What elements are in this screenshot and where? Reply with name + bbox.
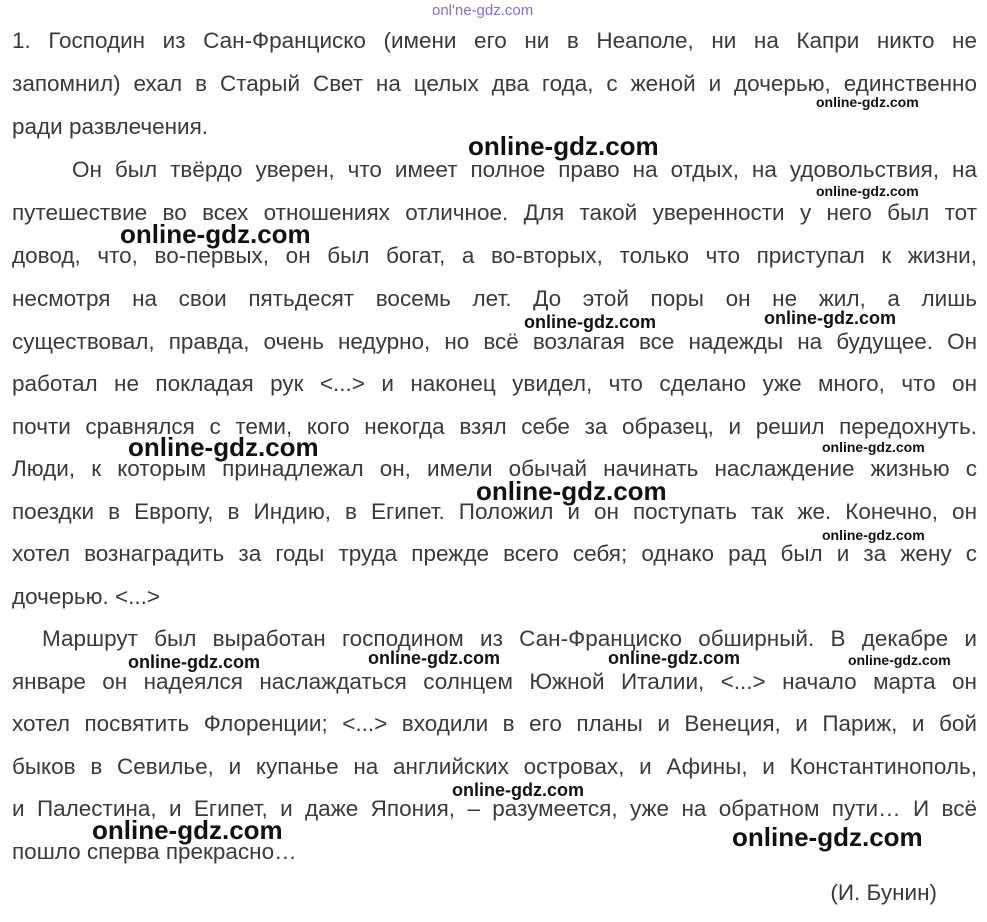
text-line-13: хотел вознаградить за годы труда прежде всего себя; однако рад был и за жену с (12, 541, 977, 566)
text-line-6: довод, что, во-первых, он был богат, а во-вторых, только что приступал к жизни, (12, 243, 977, 268)
text-line-3: ради развлечения. (12, 114, 209, 139)
watermark: online-gdz.com (128, 432, 319, 462)
text-line-18: быков в Севилье, и купанье на английских островах, и Афины, и Константинополь, (12, 754, 977, 779)
watermark: online-gdz.com (368, 648, 500, 668)
text-line-11: Люди, к которым принадлежал он, имели обычай начинать наслаждение жизнью с (12, 456, 977, 481)
watermark: online-gdz.com (822, 527, 925, 543)
watermark: online-gdz.com (822, 439, 925, 455)
text-line-12: поездки в Европу, в Индию, в Египет. Положил и он поступать так же. Конечно, он (12, 499, 977, 524)
text-line-5: путешествие во всех отношениях отличное. Для такой уверенности у него был тот (12, 200, 977, 225)
watermark: online-gdz.com (120, 219, 311, 249)
text-line-15: Маршрут был выработан господином из Сан-Франциско обширный. В декабре и (42, 626, 977, 651)
text-line-16: январе он надеялся наслаждаться солнцем Южной Италии, <...> начало марта он (12, 669, 977, 694)
text-line-19: и Палестина, и Египет, и даже Япония, – разумеется, уже на обратном пути… И всё (12, 796, 977, 821)
watermark: online-gdz.com (128, 652, 260, 672)
watermark: online-gdz.com (476, 476, 667, 506)
watermark: online-gdz.com (452, 780, 584, 800)
watermark-top: onl'ne-gdz.com (432, 2, 534, 19)
text-line-4: Он был твёрдо уверен, что имеет полное право на отдых, на удовольствия, на (72, 157, 977, 182)
author-signature: (И. Бунин) (830, 880, 937, 905)
watermark: online-gdz.com (764, 308, 896, 328)
watermark: online-gdz.com (468, 131, 659, 161)
watermark: online-gdz.com (816, 94, 919, 110)
text-line-2: запомнил) ехал в Старый Свет на целых два года, с женой и дочерью, единственно (12, 71, 977, 96)
watermark: online-gdz.com (92, 815, 283, 845)
watermark: online-gdz.com (732, 822, 923, 852)
text-line-10: почти сравнялся с теми, кого некогда взял себе за образец, и решил передохнуть. (12, 414, 977, 439)
text-line-17: хотел посвятить Флоренции; <...> входили в его планы и Венеция, и Париж, и бой (12, 711, 977, 736)
text-line-9: работал не покладая рук <...> и наконец увидел, что сделано уже много, что он (12, 371, 977, 396)
text-line-7: несмотря на свои пятьдесят восемь лет. До этой поры он не жил, а лишь (12, 286, 977, 311)
watermark: online-gdz.com (848, 652, 951, 668)
text-line-8: существовал, правда, очень недурно, но всё возлагая все надежды на будущее. Он (12, 329, 977, 354)
watermark: online-gdz.com (524, 312, 656, 332)
text-line-20: пошло сперва прекрасно… (12, 839, 297, 864)
text-line-1: 1. Господин из Сан-Франциско (имени его ни в Неаполе, ни на Капри никто не (12, 28, 977, 53)
watermark: online-gdz.com (816, 183, 919, 199)
text-line-14: дочерью. <...> (12, 584, 161, 609)
watermark: online-gdz.com (608, 648, 740, 668)
